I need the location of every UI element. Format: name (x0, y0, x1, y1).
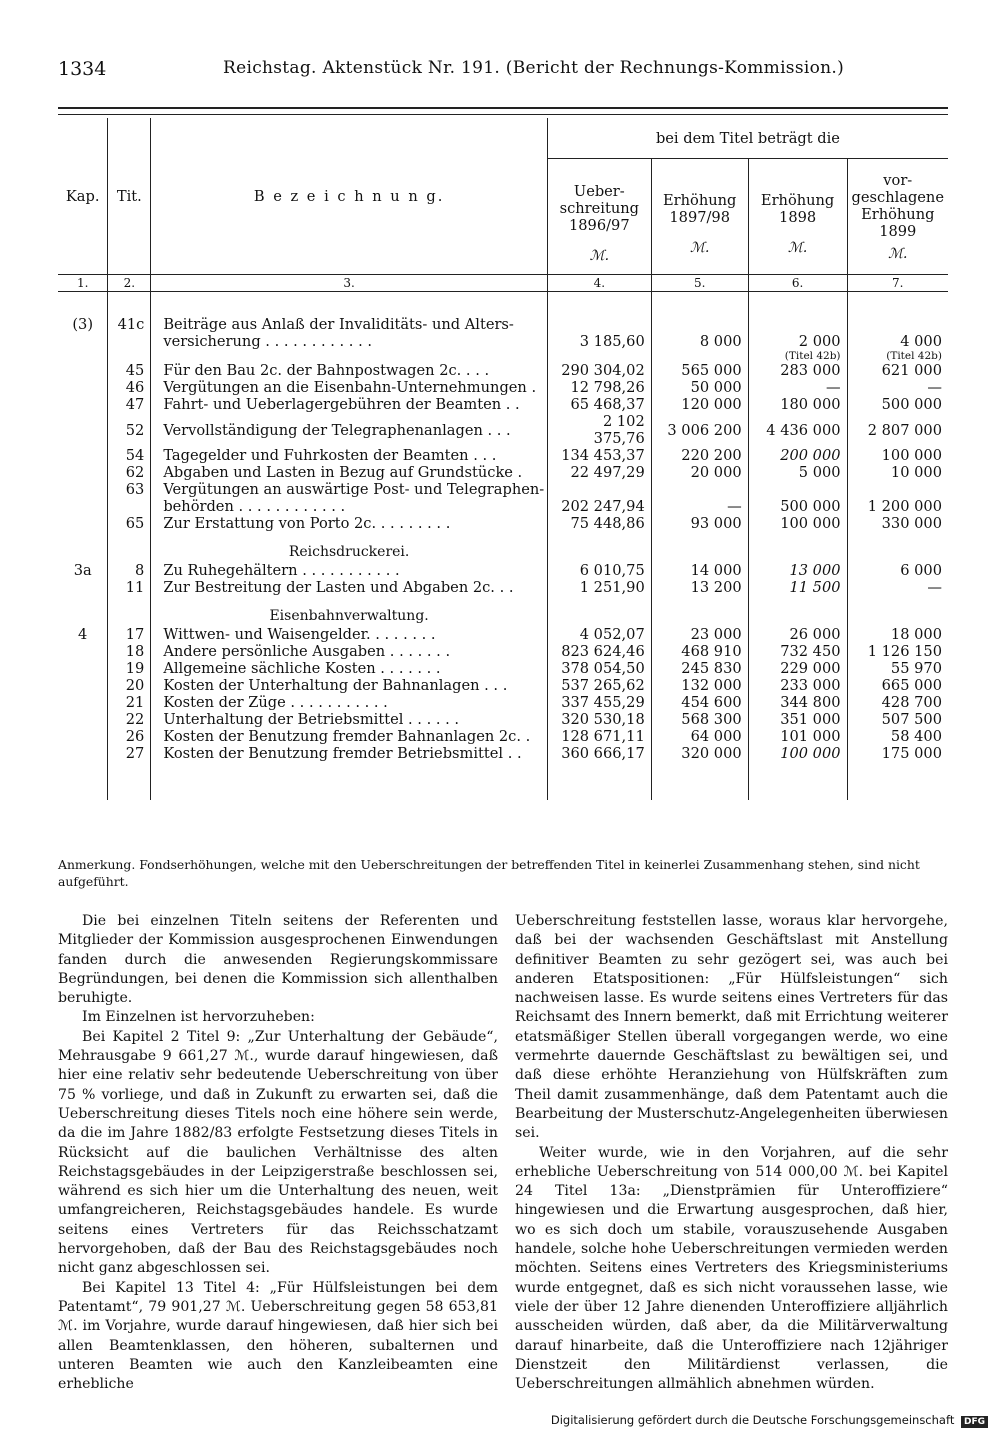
text-column-left (58, 912, 498, 1394)
tit-cell (108, 498, 151, 515)
tit-cell: 26 (108, 728, 151, 745)
bezeichnung-cell: Abgaben und Lasten in Bezug auf Grundstücke . (151, 464, 548, 481)
value-cell: 132 000 (651, 677, 748, 694)
value-cell: 18 000 (847, 626, 948, 643)
bezeichnung-cell: Tagegelder und Fuhrkosten der Beamten . . . (151, 447, 548, 464)
bezeichnung-cell: Zu Ruhegehältern . . . . . . . . . . . (151, 562, 548, 579)
kap-cell (58, 660, 108, 677)
paragraph: Die bei einzelnen Titeln seitens der Referenten und Mitglieder der Kommission ausgesprochenen Einwendungen fanden durch die anwesenden Regierungskommissare Begründungen, bei denen die Kommission sich allenthalben beruhigte. (58, 913, 498, 1007)
value-cell: — (847, 379, 948, 396)
bezeichnung-cell: Vergütungen an die Eisenbahn-Unternehmungen . (151, 379, 548, 396)
col-tit: Tit. (108, 118, 151, 275)
colnum: 5. (651, 275, 748, 292)
value-cell: 537 265,62 (547, 677, 651, 694)
value-cell: (Titel 42b) (847, 350, 948, 362)
value-cell: 4 052,07 (547, 626, 651, 643)
section-title: Eisenbahnverwaltung. (151, 596, 548, 626)
tit-cell: 41c (108, 292, 151, 334)
table-row (58, 643, 948, 660)
bezeichnung-cell: Zur Erstattung von Porto 2c. . . . . . . . . (151, 515, 548, 532)
tit-cell: 21 (108, 694, 151, 711)
footer-credit (551, 1413, 988, 1428)
value-cell: 5 000 (748, 464, 847, 481)
tit-cell (108, 350, 151, 362)
value-cell: 58 400 (847, 728, 948, 745)
value-cell: 621 000 (847, 362, 948, 379)
value-cell: 13 000 (748, 562, 847, 579)
kap-cell (58, 464, 108, 481)
value-cell: 337 455,29 (547, 694, 651, 711)
colnum: 6. (748, 275, 847, 292)
value-cell: 50 000 (651, 379, 748, 396)
kap-cell (58, 498, 108, 515)
col-erhoehung-9798-label: Erhöhung 1897/98 (663, 191, 737, 226)
kap-cell (58, 515, 108, 532)
unit-label: ℳ. (689, 239, 710, 256)
tit-cell: 65 (108, 515, 151, 532)
colnum: 4. (547, 275, 651, 292)
value-cell: 4 000 (847, 333, 948, 350)
table-row (58, 333, 948, 350)
kap-cell (58, 745, 108, 762)
tit-cell: 45 (108, 362, 151, 379)
value-cell: — (748, 379, 847, 396)
value-cell: — (847, 579, 948, 596)
value-cell: 55 970 (847, 660, 948, 677)
bezeichnung-cell: Zur Bestreitung der Lasten und Abgaben 2c. . . (151, 579, 548, 596)
tit-cell: 17 (108, 626, 151, 643)
value-cell: 200 000 (748, 447, 847, 464)
unit-label: ℳ. (589, 248, 610, 264)
value-cell: 320 530,18 (547, 711, 651, 728)
value-cell: 330 000 (847, 515, 948, 532)
value-cell: 2 807 000 (847, 413, 948, 447)
value-cell: 1 251,90 (547, 579, 651, 596)
kap-cell (58, 481, 108, 498)
value-cell (748, 481, 847, 498)
value-cell: — (651, 498, 748, 515)
tit-cell: 62 (108, 464, 151, 481)
kap-cell (58, 333, 108, 350)
table-row (58, 447, 948, 464)
paragraph: Bei Kapitel 13 Titel 4: „Für Hülfsleistungen bei dem Patentamt“, 79 901,27 ℳ. Ueberschreitung gegen 58 653,81 ℳ. im Vorjahre, wurde darauf hingewiesen, daß hier sich bei allen Beamtenklassen, den höheren, subalternen und unteren Beamten wie auch den Kanzleibeamten eine erhebliche (58, 1279, 498, 1393)
table-row (58, 562, 948, 579)
value-cell: 351 000 (748, 711, 847, 728)
value-cell: 26 000 (748, 626, 847, 643)
table-row (58, 660, 948, 677)
top-rule (58, 107, 948, 109)
table-row (58, 694, 948, 711)
colnum: 1. (58, 275, 108, 292)
value-cell (651, 481, 748, 498)
value-cell: 13 200 (651, 579, 748, 596)
value-cell (748, 292, 847, 334)
footer-text: Digitalisierung gefördert durch die Deutsche Forschungsgemeinschaft (550, 1413, 955, 1427)
table-bottom-spacer (58, 762, 948, 800)
colnum: 2. (108, 275, 151, 292)
value-cell: 64 000 (651, 728, 748, 745)
value-cell: 6 010,75 (547, 562, 651, 579)
table-row (58, 579, 948, 596)
value-cell: 360 666,17 (547, 745, 651, 762)
table-row (58, 396, 948, 413)
tit-cell: 22 (108, 711, 151, 728)
table-row (58, 498, 948, 515)
value-cell: 344 800 (748, 694, 847, 711)
value-cell: 12 798,26 (547, 379, 651, 396)
value-cell: 568 300 (651, 711, 748, 728)
bezeichnung-cell: Vergütungen an auswärtige Post- und Telegraphen- (151, 481, 548, 498)
bezeichnung-cell: behörden . . . . . . . . . . . . (151, 498, 548, 515)
value-cell: 428 700 (847, 694, 948, 711)
tit-cell: 46 (108, 379, 151, 396)
value-cell: 3 006 200 (651, 413, 748, 447)
kap-cell (58, 413, 108, 447)
value-cell (651, 350, 748, 362)
tit-cell: 11 (108, 579, 151, 596)
paragraph: Bei Kapitel 2 Titel 9: „Zur Unterhaltung der Gebäude“, Mehrausgabe 9 661,27 ℳ., wurde darauf hingewiesen, daß hier eine relativ sehr bedeutende Ueberschreitung von über 75 % vorliege, und daß in Zukunft zu erwarten sei, daß die Ueberschreitung dieses Titels noch eine höhere sein werde, da die im Jahre 1882/83 erfolgte Festsetzung dieses Titels in Rücksicht auf die baulichen Verhältnisse des alten Reichstagsgebäudes in der Leipzigerstraße beschlossen sei, während es sich hier um die Unterhaltung des neuen, weit umfangreicheren, Reichstagsgebäudes handele. Es wurde seitens eines Vertreters für das Reichsschatzamt hervorgehoben, daß der Bau des Reichstagsgebäudes noch nicht ganz abgeschlossen sei. (58, 1028, 498, 1277)
unit-label: ℳ. (888, 245, 908, 262)
value-cell: 11 500 (748, 579, 847, 596)
value-cell: 507 500 (847, 711, 948, 728)
table-row (58, 350, 948, 362)
kap-cell (58, 711, 108, 728)
bezeichnung-cell (151, 350, 548, 362)
tit-cell: 8 (108, 562, 151, 579)
bezeichnung-cell: Kosten der Unterhaltung der Bahnanlagen . . . (151, 677, 548, 694)
value-cell: 134 453,37 (547, 447, 651, 464)
paragraph: Ueberschreitung feststellen lasse, woraus klar hervorgehe, daß bei der wachsenden Geschäftslast mit Anstellung definitiver Beamten zu sehr gezögert sei, was auch bei anderen Etatspositionen: „Für Hülfsleistungen“ sich nachweisen lasse. Es wurde seitens eines Vertreters für das Reichsamt des Innern bemerkt, daß mit Errichtung weiterer etatsmäßiger Stellen überall vorgegangen werde, wo eine vermehrte dauernde Geschäftslast zu bewältigen sei, und daß diese erhöhte Heranziehung von Hülfskräften zum Theil damit zusammenhänge, daß dem Patentamt auch die Bearbeitung der Musterschutz-Angelegenheiten überwiesen sei. (515, 913, 948, 1142)
value-cell (547, 481, 651, 498)
tit-cell (108, 333, 151, 350)
budget-table (58, 118, 948, 800)
column-number-row (58, 275, 948, 292)
section-row (58, 596, 948, 626)
bezeichnung-cell: Für den Bau 2c. der Bahnpostwagen 2c. . . . (151, 362, 548, 379)
section-row (58, 532, 948, 562)
value-cell: 75 448,86 (547, 515, 651, 532)
value-cell (547, 292, 651, 334)
paragraph: Im Einzelnen ist hervorzuheben: (82, 1009, 315, 1026)
value-cell: 8 000 (651, 333, 748, 350)
value-cell: 10 000 (847, 464, 948, 481)
value-cell: 4 436 000 (748, 413, 847, 447)
kap-cell (58, 694, 108, 711)
kap-cell (58, 677, 108, 694)
value-cell: 100 000 (748, 745, 847, 762)
table-row (58, 464, 948, 481)
table-row (58, 677, 948, 694)
value-cell: 128 671,11 (547, 728, 651, 745)
paragraph: Weiter wurde, wie in den Vorjahren, auf die sehr erhebliche Ueberschreitung von 514 000,00 ℳ. bei Kapitel 24 Titel 13a: „Dienstprämien für Unteroffiziere“ hingewiesen und die Erwartung ausgesprochen, daß hier, wo es sich doch um stabile, vorauszusehende Ausgaben handele, solche hohe Ueberschreitungen vermieden werden möchten. Seitens eines Vertreters des Kriegsministeriums wurde entgegnet, daß es sich nicht voraussehen lasse, wie viele der über 12 Jahre dienenden Unteroffiziere alljährlich ausscheiden würden, daß aber, da die Militärverwaltung darauf hinarbeite, daß die Unteroffiziere nach 12jähriger Dienstzeit den Militärdienst verlassen, die Ueberschreitungen allmählich abnehmen würden. (515, 1144, 948, 1393)
col-ueberschreitung (547, 159, 651, 275)
tit-cell: 19 (108, 660, 151, 677)
col-ueberschreitung-label: Ueber-schreitung 1896/97 (559, 183, 639, 234)
value-cell: 175 000 (847, 745, 948, 762)
col-erhoehung-98-label: Erhöhung 1898 (760, 191, 835, 226)
colnum: 3. (151, 275, 548, 292)
value-cell: 229 000 (748, 660, 847, 677)
group-header: bei dem Titel beträgt die (547, 118, 948, 159)
value-cell: 565 000 (651, 362, 748, 379)
kap-cell: (3) (72, 316, 94, 333)
value-cell: 23 000 (651, 626, 748, 643)
value-cell: 245 830 (651, 660, 748, 677)
col-vorgeschlagen-99 (847, 159, 948, 275)
value-cell: 1 200 000 (847, 498, 948, 515)
table-row (58, 515, 948, 532)
unit-label: ℳ. (787, 239, 808, 256)
tit-cell: 20 (108, 677, 151, 694)
value-cell: 2 102 375,76 (547, 413, 651, 447)
bezeichnung-cell: versicherung . . . . . . . . . . . . (151, 333, 548, 350)
value-cell: 732 450 (748, 643, 847, 660)
kap-cell: 4 (78, 626, 88, 643)
tit-cell: 63 (108, 481, 151, 498)
tit-cell: 47 (108, 396, 151, 413)
kap-cell: 3a (73, 562, 92, 579)
value-cell: 100 000 (748, 515, 847, 532)
value-cell (651, 292, 748, 334)
bezeichnung-cell: Andere persönliche Ausgaben . . . . . . . (151, 643, 548, 660)
bezeichnung-cell: Kosten der Züge . . . . . . . . . . . (151, 694, 548, 711)
value-cell (847, 292, 948, 334)
value-cell: 233 000 (748, 677, 847, 694)
table-row (58, 481, 948, 498)
col-erhoehung-98 (748, 159, 847, 275)
page-title: Reichstag. Aktenstück Nr. 191. (Bericht der Rechnungs-Kommission.) (223, 58, 845, 78)
kap-cell (58, 362, 108, 379)
value-cell: 2 000 (748, 333, 847, 350)
value-cell: 283 000 (748, 362, 847, 379)
table-row (58, 728, 948, 745)
value-cell: 3 185,60 (547, 333, 651, 350)
bezeichnung-cell: Wittwen- und Waisengelder. . . . . . . . (151, 626, 548, 643)
kap-cell (58, 350, 108, 362)
col-vorgeschlagen-99-label: vor-geschlagene Erhöhung 1899 (851, 171, 944, 240)
kap-cell (58, 579, 108, 596)
kap-cell (58, 379, 108, 396)
value-cell (547, 350, 651, 362)
tit-cell: 52 (108, 413, 151, 447)
table-row (58, 745, 948, 762)
table-row (58, 626, 948, 643)
text-column-right (515, 912, 948, 1394)
value-cell: (Titel 42b) (748, 350, 847, 362)
table-row (58, 362, 948, 379)
table-row (58, 292, 948, 334)
colnum: 7. (847, 275, 948, 292)
value-cell: 500 000 (847, 396, 948, 413)
col-kap: Kap. (65, 187, 100, 205)
value-cell: 500 000 (748, 498, 847, 515)
value-cell: 22 497,29 (547, 464, 651, 481)
value-cell: 320 000 (651, 745, 748, 762)
value-cell: 468 910 (651, 643, 748, 660)
value-cell: 120 000 (651, 396, 748, 413)
value-cell: 202 247,94 (547, 498, 651, 515)
value-cell: 65 468,37 (547, 396, 651, 413)
value-cell: 14 000 (651, 562, 748, 579)
bezeichnung-cell: Kosten der Benutzung fremder Bahnanlagen 2c. . (151, 728, 548, 745)
col-erhoehung-9798 (651, 159, 748, 275)
section-title: Reichsdruckerei. (151, 532, 548, 562)
table-row (58, 379, 948, 396)
value-cell: 220 200 (651, 447, 748, 464)
value-cell: 290 304,02 (547, 362, 651, 379)
tit-cell: 27 (108, 745, 151, 762)
col-bezeichnung: B e z e i c h n u n g. (151, 118, 548, 275)
dfg-logo: DFG (961, 1416, 988, 1428)
bezeichnung-cell: Kosten der Benutzung fremder Betriebsmittel . . (151, 745, 548, 762)
value-cell: 100 000 (847, 447, 948, 464)
value-cell: 6 000 (847, 562, 948, 579)
value-cell: 454 600 (651, 694, 748, 711)
value-cell: 20 000 (651, 464, 748, 481)
kap-cell (58, 728, 108, 745)
table-note: Anmerkung. Fondserhöhungen, welche mit den Ueberschreitungen der betreffenden Titel in keinerlei Zusammenhang stehen, sind nicht aufgeführt. (58, 857, 920, 889)
value-cell: 180 000 (748, 396, 847, 413)
value-cell: 1 126 150 (847, 643, 948, 660)
bezeichnung-cell: Beiträge aus Anlaß der Invaliditäts- und Alters- (151, 292, 548, 334)
value-cell: 823 624,46 (547, 643, 651, 660)
bezeichnung-cell: Fahrt- und Ueberlagergebühren der Beamten . . (151, 396, 548, 413)
top-rule-thin (58, 114, 948, 115)
page-number: 1334 (58, 58, 107, 80)
value-cell: 101 000 (748, 728, 847, 745)
table-row (58, 711, 948, 728)
bezeichnung-cell: Allgemeine sächliche Kosten . . . . . . . (151, 660, 548, 677)
tit-cell: 18 (108, 643, 151, 660)
kap-cell (58, 643, 108, 660)
table-row (58, 413, 948, 447)
tit-cell: 54 (108, 447, 151, 464)
value-cell (847, 481, 948, 498)
bezeichnung-cell: Unterhaltung der Betriebsmittel . . . . . . (151, 711, 548, 728)
table-body (58, 292, 948, 801)
kap-cell (58, 447, 108, 464)
value-cell: 665 000 (847, 677, 948, 694)
bezeichnung-cell: Vervollständigung der Telegraphenanlagen . . . (151, 413, 548, 447)
kap-cell (58, 396, 108, 413)
value-cell: 378 054,50 (547, 660, 651, 677)
value-cell: 93 000 (651, 515, 748, 532)
